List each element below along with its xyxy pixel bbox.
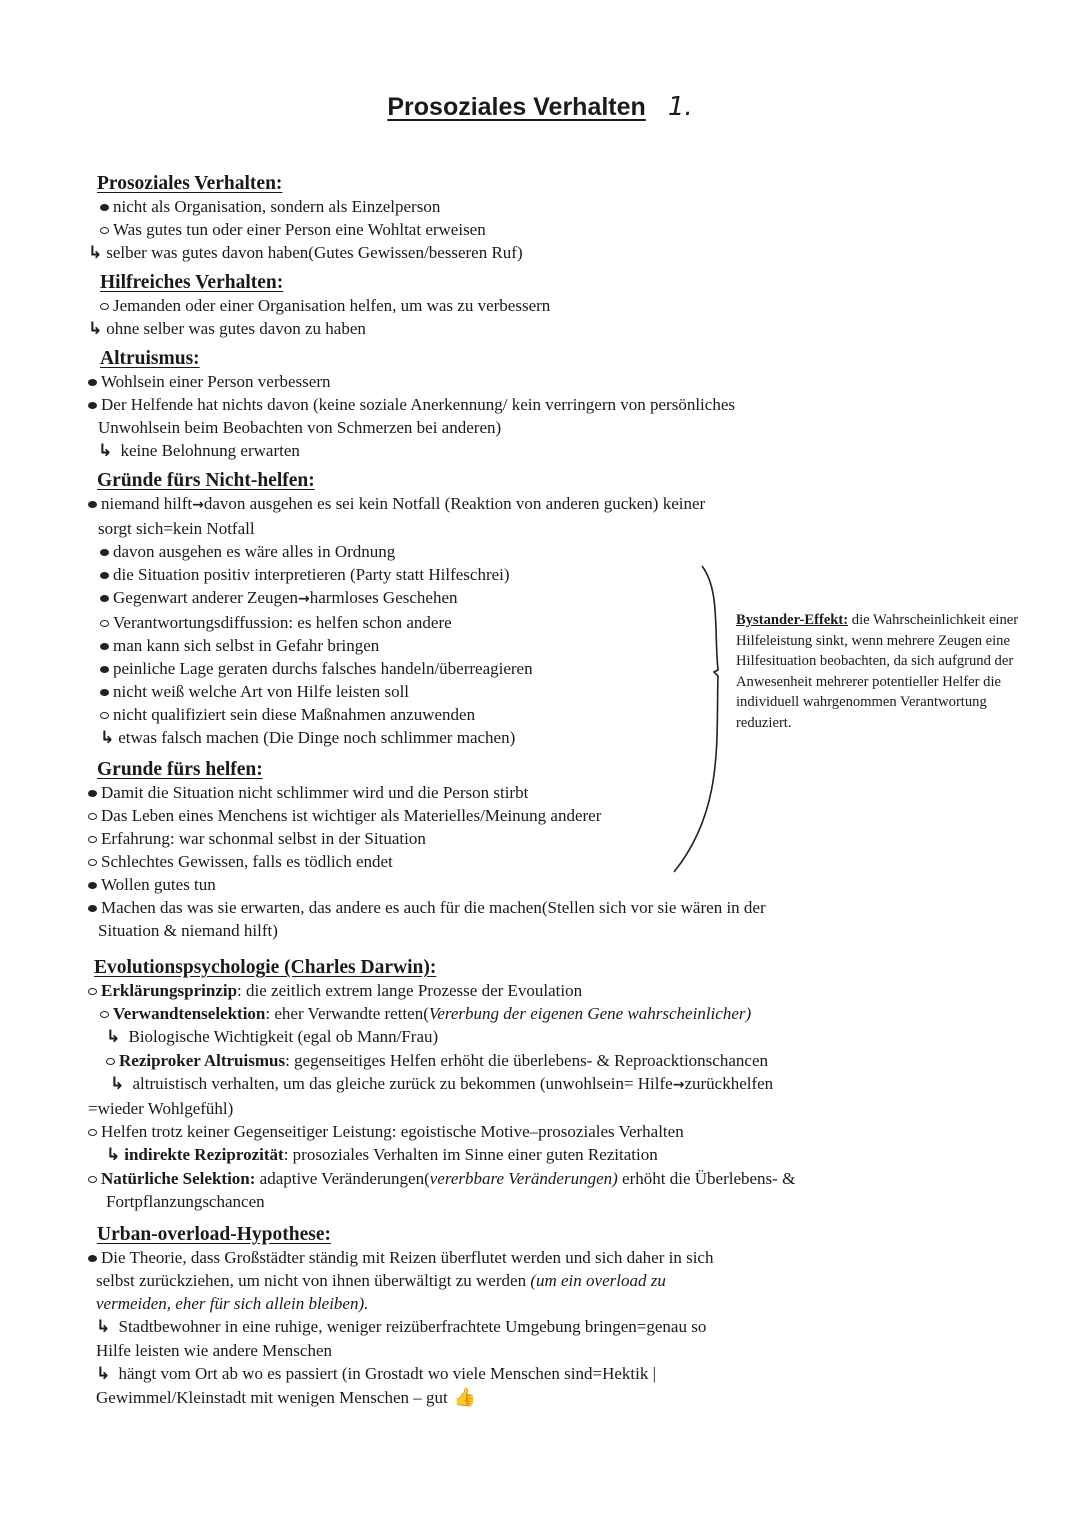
list-item: Wohlsein einer Person verbessern [88, 370, 928, 393]
thumbs-up-icon: 👍 [453, 1387, 477, 1408]
bullet-icon [88, 1255, 97, 1262]
section-hilfreiches-verhalten [88, 271, 928, 341]
section-heading: Gründe fürs Nicht-helfen: [97, 470, 315, 491]
bullet-icon [100, 620, 109, 627]
list-item-continuation: vermeiden, eher für sich allein bleiben). [96, 1294, 369, 1313]
bullet-icon [100, 572, 109, 579]
list-item: peinliche Lage geraten durchs falsches handeln/überreagieren [88, 657, 928, 680]
list-item: Damit die Situation nicht schlimmer wird und die Person stirbt [88, 781, 928, 804]
section-prosoziales-verhalten [88, 172, 928, 265]
list-item: nicht als Organisation, sondern als Einzelperson [88, 195, 928, 218]
bullet-icon [88, 905, 97, 912]
list-item-continuation: Hilfe leisten wie andere Menschen [96, 1341, 333, 1360]
bullet-icon [100, 303, 109, 310]
list-item: ↳ keine Belohnung erwarten [98, 441, 300, 461]
hook-arrow-icon: ↳ [106, 1027, 121, 1047]
list-item: nicht weiß welche Art von Hilfe leisten soll [88, 680, 928, 703]
bullet-icon [100, 689, 109, 696]
list-item-continuation: Fortpflanzungschancen [106, 1192, 265, 1211]
title-number: 1. [667, 92, 693, 122]
bullet-icon [100, 666, 109, 673]
bullet-icon [88, 1129, 97, 1136]
bullet-icon [88, 379, 97, 386]
hook-arrow-icon: ↳ [96, 1317, 111, 1337]
list-item: ↳ altruistisch verhalten, um das gleiche zurück zu bekommen (unwohlsein= Hilfe→zurückhelfen [110, 1074, 774, 1094]
hook-arrow-icon: ↳ [106, 1145, 121, 1165]
bullet-icon [100, 595, 109, 602]
bullet-icon [88, 988, 97, 995]
bullet-icon [88, 790, 97, 797]
bullet-icon [100, 227, 109, 234]
section-heading: Urban-overload-Hypothese: [97, 1224, 331, 1245]
list-item: Der Helfende hat nichts davon (keine soziale Anerkennung/ kein verringern von persönliches [88, 393, 928, 416]
list-item: niemand hilft→davon ausgehen es sei kein Notfall (Reaktion von anderen gucken) keiner [88, 492, 928, 517]
list-item: Verwandtenselektion: eher Verwandte retten(Vererbung der eigenen Gene wahrscheinlicher) [88, 1002, 928, 1025]
bullet-icon [100, 204, 109, 211]
list-item: davon ausgehen es wäre alles in Ordnung [88, 540, 928, 563]
list-item: Verantwortungsdiffussion: es helfen schon andere [88, 611, 928, 634]
hook-arrow-icon: ↳ [98, 441, 113, 461]
hook-arrow-icon: ↳ [88, 319, 103, 339]
page-title [0, 92, 1080, 122]
section-gruende-helfen [88, 758, 928, 942]
bullet-icon [88, 882, 97, 889]
list-item: Was gutes tun oder einer Person eine Wohltat erweisen [88, 218, 928, 241]
list-item-continuation: sorgt sich=kein Notfall [98, 519, 255, 538]
list-item: Erfahrung: war schonmal selbst in der Situation [88, 827, 928, 850]
section-heading: Evolutionspsychologie (Charles Darwin): [94, 957, 437, 978]
list-item: man kann sich selbst in Gefahr bringen [88, 634, 928, 657]
bystander-text: die Wahrscheinlichkeit einer Hilfeleistung sinkt, wenn mehrere Zeugen eine Hilfesituation beobachten, da sich aufgrund der Anwesenheit mehrerer potentieller Helfer die individuell wahrgenommen Verantwortung reduziert. [736, 612, 1019, 731]
section-heading: Altruismus: [100, 348, 200, 369]
right-arrow-icon: → [298, 591, 310, 607]
bullet-icon [88, 813, 97, 820]
bystander-effect-note [736, 610, 1026, 733]
list-item: die Situation positiv interpretieren (Party statt Hilfeschrei) [88, 563, 928, 586]
list-item: ↳ hängt vom Ort ab wo es passiert (in Grostadt wo viele Menschen sind=Hektik | [96, 1364, 657, 1384]
right-arrow-icon: → [672, 1077, 685, 1093]
list-item: Reziproker Altruismus: gegenseitiges Helfen erhöht die überlebens- & Reproacktionschancen [88, 1049, 928, 1072]
list-item: ↳ Stadtbewohner in eine ruhige, weniger reizüberfrachtete Umgebung bringen=genau so [96, 1317, 707, 1337]
bullet-icon [88, 1176, 97, 1183]
section-heading: Grunde fürs helfen: [97, 759, 263, 780]
bullet-icon [88, 836, 97, 843]
bullet-icon [88, 859, 97, 866]
list-item: Schlechtes Gewissen, falls es tödlich endet [88, 850, 928, 873]
hook-arrow-icon: ↳ [110, 1074, 125, 1094]
hook-arrow-icon: ↳ [96, 1364, 111, 1384]
list-item: ↳ ohne selber was gutes davon zu haben [88, 319, 366, 339]
bullet-icon [100, 643, 109, 650]
bullet-icon [100, 1011, 109, 1018]
list-item-continuation: Gewimmel/Kleinstadt mit wenigen Menschen – gut 👍 [96, 1387, 477, 1408]
list-item: Das Leben eines Menchens ist wichtiger als Materielles/Meinung anderer [88, 804, 928, 827]
list-item: Machen das was sie erwarten, das andere es auch für die machen(Stellen sich vor sie wären in der [88, 896, 928, 919]
list-item: ↳ indirekte Reziprozität: prosoziales Verhalten im Sinne einer guten Rezitation [106, 1145, 658, 1165]
hook-arrow-icon: ↳ [100, 728, 115, 748]
list-item: Gegenwart anderer Zeugen→harmloses Geschehen [88, 586, 928, 611]
curly-brace-icon [664, 560, 724, 880]
bullet-icon [88, 402, 97, 409]
list-item: Die Theorie, dass Großstädter ständig mit Reizen überflutet werden und sich daher in sich [88, 1246, 928, 1269]
bullet-icon [88, 501, 97, 508]
list-item: nicht qualifiziert sein diese Maßnahmen anzuwenden [88, 703, 928, 726]
bullet-icon [100, 549, 109, 556]
section-heading: Prosoziales Verhalten: [97, 173, 283, 194]
section-heading: Hilfreiches Verhalten: [100, 272, 284, 293]
list-item-continuation: Situation & niemand hilft) [98, 921, 278, 940]
bullet-icon [100, 712, 109, 719]
notes-body [88, 166, 928, 1409]
section-evolutionspsychologie [88, 956, 928, 1213]
list-item: ↳ Biologische Wichtigkeit (egal ob Mann/Frau) [106, 1027, 439, 1047]
list-item-continuation: selbst zurückziehen, um nicht von ihnen überwältigt zu werden (um ein overload zu [96, 1271, 666, 1290]
list-item: Jemanden oder einer Organisation helfen, um was zu verbessern [88, 294, 928, 317]
bystander-term: Bystander-Effekt: [736, 612, 849, 628]
bullet-icon [106, 1058, 115, 1065]
list-item: ↳ selber was gutes davon haben(Gutes Gewissen/besseren Ruf) [88, 243, 523, 263]
hook-arrow-icon: ↳ [88, 243, 103, 263]
title-text: Prosoziales Verhalten [387, 93, 646, 121]
list-item-continuation: =wieder Wohlgefühl) [88, 1099, 234, 1118]
list-item: Erklärungsprinzip: die zeitlich extrem lange Prozesse der Evoulation [88, 979, 928, 1002]
list-item: Wollen gutes tun [88, 873, 928, 896]
list-item-continuation: Unwohlsein beim Beobachten von Schmerzen bei anderen) [98, 418, 502, 437]
list-item: ↳ etwas falsch machen (Die Dinge noch schlimmer machen) [100, 728, 516, 748]
section-urban-overload [88, 1223, 928, 1409]
section-altruismus [88, 347, 928, 463]
right-arrow-icon: → [192, 497, 204, 513]
list-item: Helfen trotz keiner Gegenseitiger Leistung: egoistische Motive–prosoziales Verhalten [88, 1120, 928, 1143]
list-item: Natürliche Selektion: adaptive Veränderungen(vererbbare Veränderungen) erhöht die Überlebens- & [88, 1167, 928, 1190]
